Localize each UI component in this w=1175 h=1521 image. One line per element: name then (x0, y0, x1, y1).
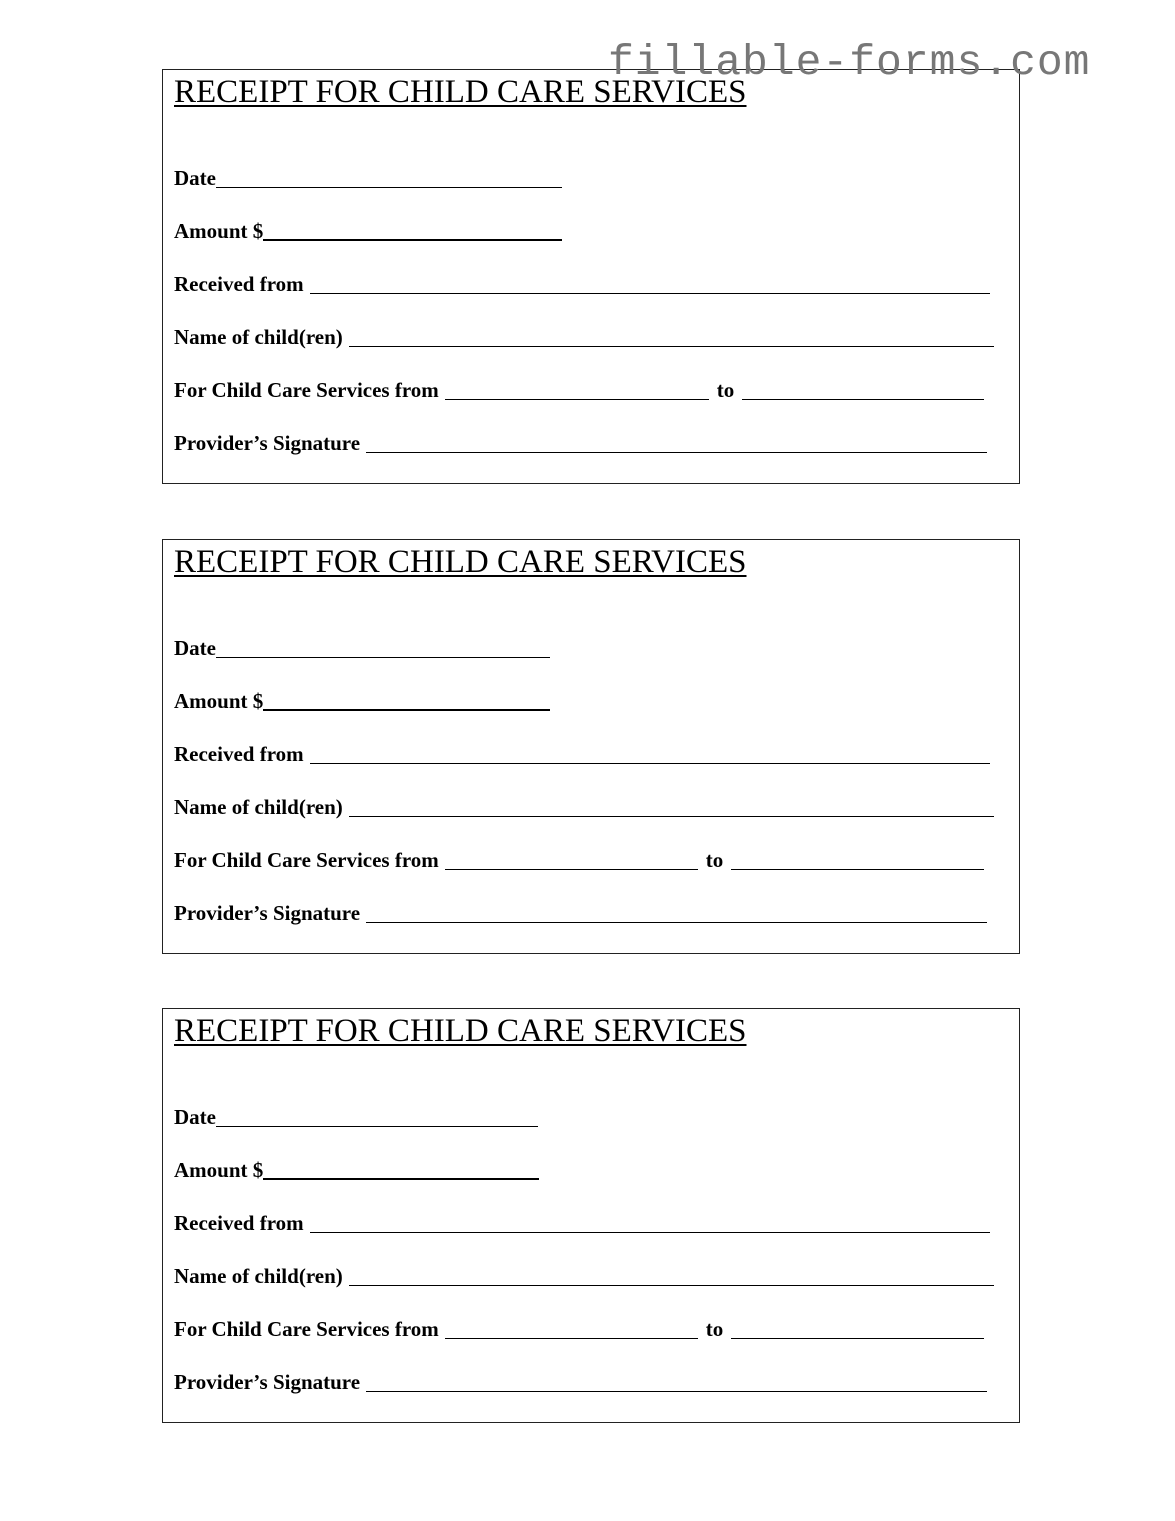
children-field[interactable] (349, 326, 994, 347)
services-from-label: For Child Care Services from (174, 378, 439, 402)
date-row (174, 636, 550, 661)
receipt-title: RECEIPT FOR CHILD CARE SERVICES (174, 1013, 747, 1049)
received-from-field[interactable] (310, 1212, 990, 1233)
date-row (174, 1105, 538, 1130)
children-label: Name of child(ren) (174, 795, 343, 819)
children-row (174, 795, 994, 820)
date-field[interactable] (216, 1106, 538, 1127)
services-to-field[interactable] (731, 1318, 984, 1339)
services-from-field[interactable] (445, 379, 709, 400)
watermark-text: fillable-forms.com (608, 38, 1091, 87)
receipt-card-1 (162, 69, 1020, 484)
received-from-row (174, 1211, 990, 1236)
date-row (174, 166, 562, 191)
signature-row (174, 431, 987, 456)
amount-label: Amount $ (174, 219, 264, 243)
children-row (174, 325, 994, 350)
received-from-field[interactable] (310, 743, 990, 764)
date-label: Date (174, 1105, 216, 1129)
date-field[interactable] (216, 167, 562, 188)
signature-label: Provider’s Signature (174, 1370, 361, 1394)
services-to-label: to (705, 1317, 724, 1341)
amount-field[interactable] (263, 1158, 539, 1180)
services-from-field[interactable] (445, 1318, 698, 1339)
children-field[interactable] (349, 1265, 994, 1286)
services-period-row (174, 378, 984, 403)
children-label: Name of child(ren) (174, 325, 343, 349)
amount-row (174, 1158, 539, 1183)
services-from-label: For Child Care Services from (174, 1317, 439, 1341)
received-from-row (174, 742, 990, 767)
receipt-card-3 (162, 1008, 1020, 1423)
children-label: Name of child(ren) (174, 1264, 343, 1288)
services-to-label: to (716, 378, 735, 402)
received-from-label: Received from (174, 742, 304, 766)
amount-row (174, 219, 562, 244)
received-from-label: Received from (174, 272, 304, 296)
date-label: Date (174, 166, 216, 190)
receipt-title: RECEIPT FOR CHILD CARE SERVICES (174, 74, 747, 110)
date-field[interactable] (216, 637, 550, 658)
signature-row (174, 901, 987, 926)
signature-field[interactable] (366, 1371, 987, 1392)
signature-field[interactable] (366, 432, 987, 453)
services-to-field[interactable] (731, 849, 984, 870)
services-from-field[interactable] (445, 849, 698, 870)
signature-row (174, 1370, 987, 1395)
receipt-title: RECEIPT FOR CHILD CARE SERVICES (174, 544, 747, 580)
amount-label: Amount $ (174, 689, 264, 713)
services-to-label: to (705, 848, 724, 872)
received-from-field[interactable] (310, 273, 990, 294)
children-field[interactable] (349, 796, 994, 817)
date-label: Date (174, 636, 216, 660)
services-from-label: For Child Care Services from (174, 848, 439, 872)
services-period-row (174, 848, 984, 873)
received-from-row (174, 272, 990, 297)
signature-label: Provider’s Signature (174, 901, 361, 925)
children-row (174, 1264, 994, 1289)
amount-row (174, 689, 550, 714)
services-period-row (174, 1317, 984, 1342)
amount-label: Amount $ (174, 1158, 264, 1182)
receipt-card-2 (162, 539, 1020, 954)
services-to-field[interactable] (742, 379, 984, 400)
received-from-label: Received from (174, 1211, 304, 1235)
amount-field[interactable] (263, 689, 550, 711)
signature-field[interactable] (366, 902, 987, 923)
signature-label: Provider’s Signature (174, 431, 361, 455)
amount-field[interactable] (263, 219, 562, 241)
